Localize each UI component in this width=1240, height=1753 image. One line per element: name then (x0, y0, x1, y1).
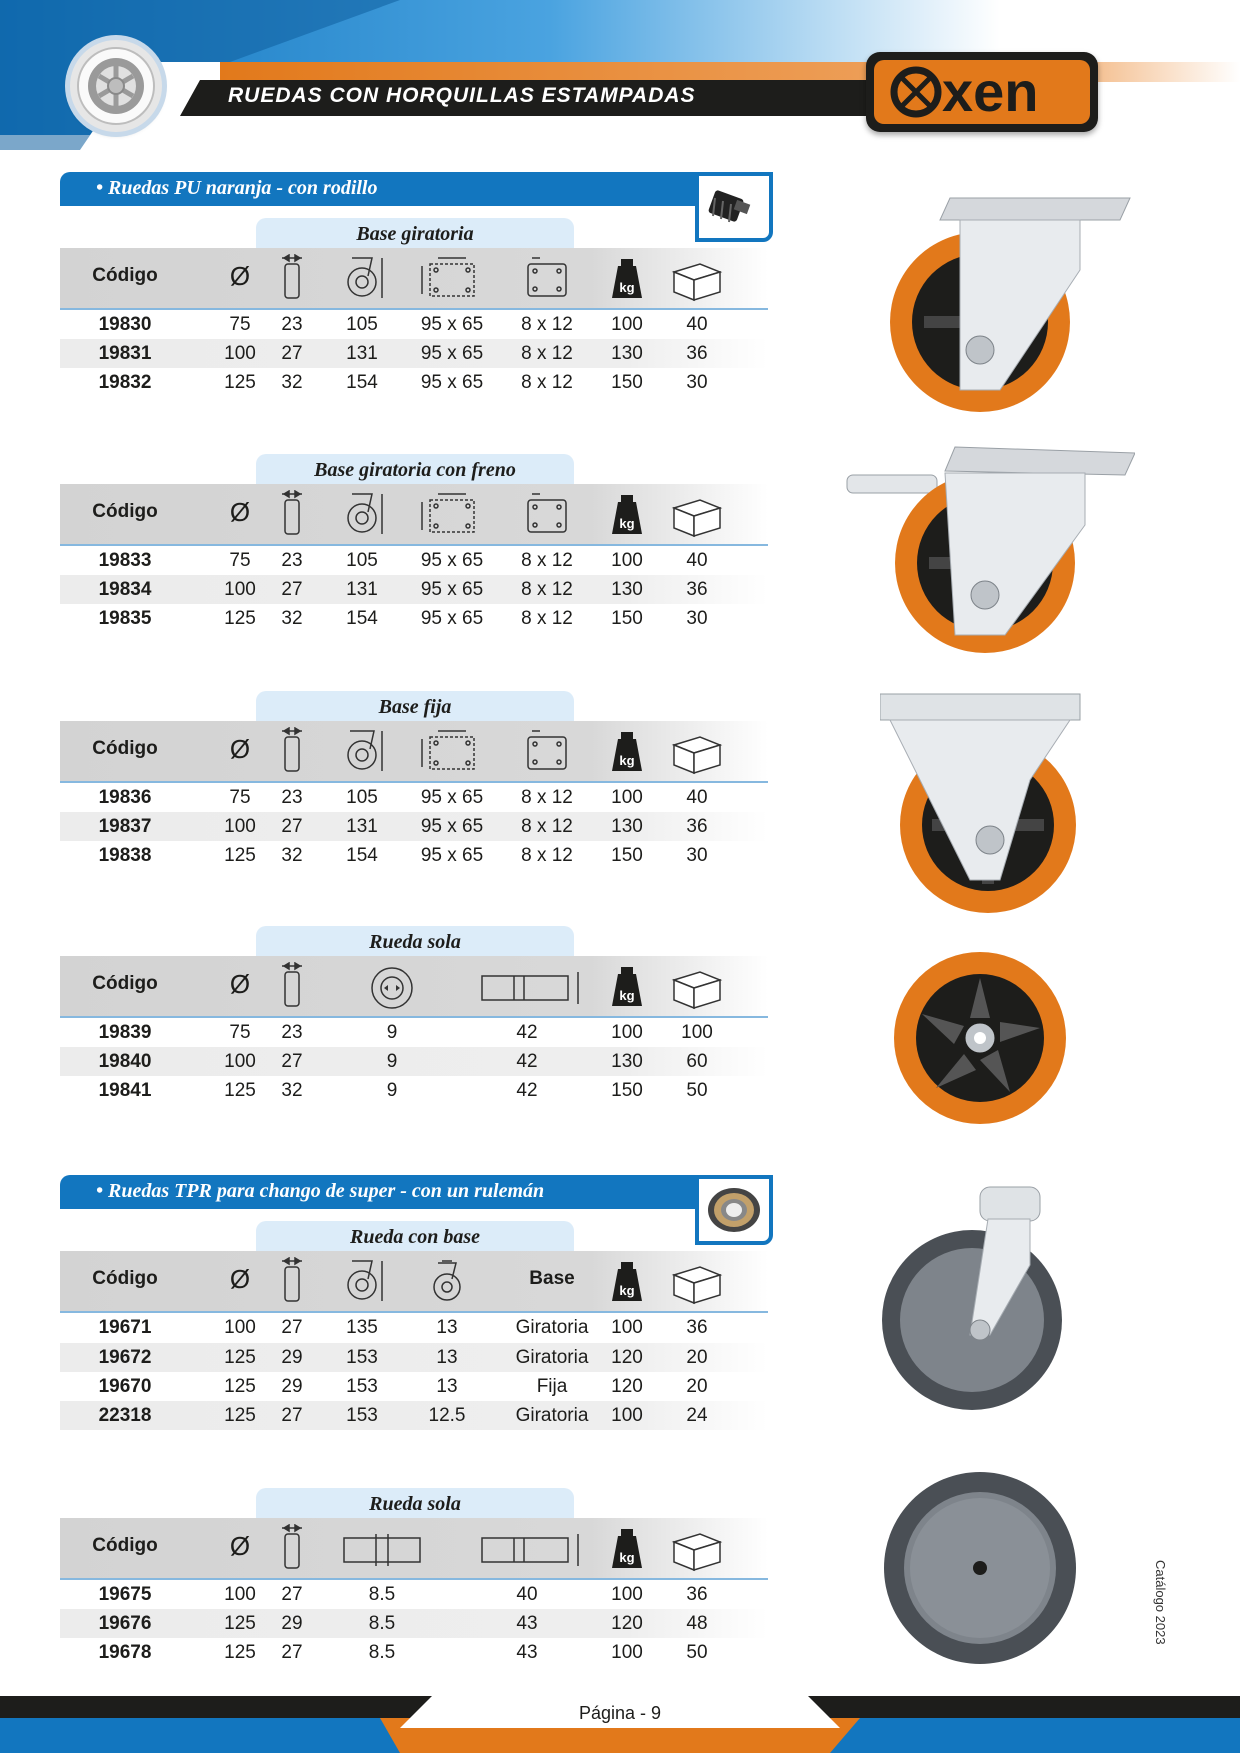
cell-pack: 40 (686, 550, 708, 571)
cell-pack: 30 (686, 845, 708, 866)
cell-load: 100 (611, 314, 643, 335)
table-subtitle: Rueda sola (256, 926, 574, 958)
cell-width: 27 (281, 1642, 303, 1663)
cell-code: 19678 (98, 1642, 152, 1663)
cell-holes: 8 x 12 (521, 845, 573, 866)
cell-load: 130 (611, 1051, 643, 1072)
bolt-hole-icon (402, 1257, 492, 1305)
cell-diameter: 75 (229, 787, 251, 808)
brand-text: xen (942, 60, 1039, 123)
cell-load: 150 (611, 608, 643, 629)
cell-height: 153 (346, 1405, 378, 1426)
page-number: Página - 9 (578, 1703, 662, 1723)
brake-caster-image (845, 445, 1135, 675)
cell-axle: 8.5 (368, 1613, 396, 1634)
cell-bolt: 13 (436, 1317, 458, 1338)
cell-hub: 42 (516, 1022, 538, 1043)
cell-width: 27 (281, 343, 303, 364)
cell-width: 23 (281, 314, 303, 335)
cell-base: Fija (536, 1376, 568, 1397)
cell-diameter: 125 (224, 1080, 256, 1101)
cell-height: 131 (346, 579, 378, 600)
cell-width: 29 (281, 1347, 303, 1368)
table-row (60, 1638, 768, 1667)
cell-load: 100 (611, 787, 643, 808)
cell-plate: 95 x 65 (420, 314, 484, 335)
cell-height: 153 (346, 1347, 378, 1368)
cell-axle: 9 (386, 1022, 398, 1043)
wheel-height-icon (322, 1257, 402, 1305)
weight-kg-icon (592, 964, 662, 1008)
cell-code: 19834 (98, 579, 152, 600)
section-title: • Ruedas TPR para chango de super - con un rulemán (96, 1180, 545, 1202)
cell-diameter: 75 (229, 314, 251, 335)
cell-width: 29 (281, 1613, 303, 1634)
cell-diameter: 125 (224, 845, 256, 866)
cell-load: 100 (611, 1584, 643, 1605)
table-header (60, 956, 768, 1018)
cell-code: 19831 (98, 343, 152, 364)
page-title: RUEDAS CON HORQUILLAS ESTAMPADAS (228, 84, 696, 107)
cell-plate: 95 x 65 (420, 845, 484, 866)
cell-code: 19839 (98, 1022, 152, 1043)
cell-load: 100 (611, 1642, 643, 1663)
table-row (60, 1580, 768, 1609)
table-rueda-con-base (60, 1221, 768, 1431)
gray-wheel-image (880, 1468, 1080, 1668)
package-box-icon (662, 490, 732, 538)
table-row (60, 1609, 768, 1638)
cell-diameter: 100 (224, 579, 256, 600)
axle-hole-icon (322, 962, 462, 1010)
package-box-icon (662, 1257, 732, 1305)
table-subtitle: Base giratoria (256, 218, 574, 250)
column-code: Código (92, 501, 158, 522)
table-row (60, 841, 768, 870)
table-subtitle: Rueda con base (256, 1221, 574, 1253)
cell-pack: 60 (686, 1051, 708, 1072)
table-row (60, 368, 768, 397)
cell-axle: 8.5 (368, 1642, 396, 1663)
hub-length-icon (462, 962, 592, 1010)
table-row (60, 1076, 768, 1105)
hub-length-icon (462, 1524, 592, 1572)
cell-pack: 36 (686, 343, 708, 364)
cell-plate: 95 x 65 (420, 372, 484, 393)
cell-hub: 42 (516, 1051, 538, 1072)
cell-width: 32 (281, 608, 303, 629)
cell-pack: 30 (686, 372, 708, 393)
cell-code: 19836 (98, 787, 152, 808)
cell-code: 19841 (98, 1080, 152, 1101)
cell-height: 105 (346, 550, 378, 571)
cell-width: 29 (281, 1376, 303, 1397)
section-banner (60, 172, 768, 206)
wheel-height-icon (322, 254, 402, 302)
cell-height: 131 (346, 343, 378, 364)
cell-width: 32 (281, 1080, 303, 1101)
plate-dimensions-icon (402, 727, 502, 775)
column-code: Código (92, 973, 158, 994)
package-box-icon (662, 254, 732, 302)
cell-pack: 20 (686, 1347, 708, 1368)
cell-plate: 95 x 65 (420, 579, 484, 600)
cell-height: 105 (346, 787, 378, 808)
plate-dimensions-icon (402, 254, 502, 302)
cell-axle: 9 (386, 1051, 398, 1072)
svg-text:kg: kg (619, 1550, 635, 1565)
svg-text:kg: kg (619, 988, 635, 1003)
table-header (60, 721, 768, 783)
cell-hub: 42 (516, 1080, 538, 1101)
cell-pack: 20 (686, 1376, 708, 1397)
column-diameter: Ø (229, 734, 251, 764)
cell-load: 120 (611, 1347, 643, 1368)
table-row (60, 339, 768, 368)
column-diameter: Ø (229, 1531, 251, 1561)
cell-height: 153 (346, 1376, 378, 1397)
cell-height: 154 (346, 372, 378, 393)
cell-diameter: 75 (229, 550, 251, 571)
cell-diameter: 100 (224, 1584, 256, 1605)
cell-load: 150 (611, 1080, 643, 1101)
cell-plate: 95 x 65 (420, 343, 484, 364)
column-diameter: Ø (229, 261, 251, 291)
plate-holes-icon (502, 727, 592, 775)
cell-width: 27 (281, 816, 303, 837)
cell-plate: 95 x 65 (420, 550, 484, 571)
cell-base: Giratoria (515, 1317, 589, 1338)
wheel-width-icon (262, 1257, 322, 1305)
table-row (60, 575, 768, 604)
table-row (60, 604, 768, 633)
svg-text:kg: kg (619, 516, 635, 531)
cell-hub: 43 (516, 1642, 538, 1663)
cell-load: 130 (611, 816, 643, 837)
table-row (60, 783, 768, 812)
cell-load: 120 (611, 1613, 643, 1634)
cell-diameter: 100 (224, 343, 256, 364)
plate-holes-icon (502, 254, 592, 302)
cell-bolt: 13 (436, 1347, 458, 1368)
cell-code: 19838 (98, 845, 152, 866)
cell-diameter: 125 (224, 372, 256, 393)
table-header (60, 248, 768, 310)
wheel-height-icon (322, 490, 402, 538)
cell-code: 22318 (98, 1405, 152, 1426)
cell-width: 27 (281, 1405, 303, 1426)
cell-load: 100 (611, 1405, 643, 1426)
package-box-icon (662, 962, 732, 1010)
column-code: Código (92, 738, 158, 759)
fixed-caster-image (880, 690, 1090, 920)
column-base: Base (529, 1268, 575, 1289)
wheel-width-icon (262, 727, 322, 775)
table-base-fija (60, 691, 768, 867)
cell-diameter: 125 (224, 1347, 256, 1368)
brand-logo (866, 52, 1098, 132)
cell-code: 19835 (98, 608, 152, 629)
table-header (60, 484, 768, 546)
cell-code: 19833 (98, 550, 152, 571)
cell-load: 150 (611, 372, 643, 393)
weight-kg-icon (592, 1526, 662, 1570)
table-row (60, 1047, 768, 1076)
cell-plate: 95 x 65 (420, 608, 484, 629)
cell-holes: 8 x 12 (521, 816, 573, 837)
table-subtitle: Base giratoria con freno (256, 454, 574, 486)
cell-diameter: 100 (224, 1317, 256, 1338)
table-base-giratoria-freno (60, 454, 768, 630)
cell-pack: 36 (686, 1317, 708, 1338)
wheel-width-icon (262, 490, 322, 538)
table-row (60, 546, 768, 575)
axle-hole-icon (322, 1524, 442, 1572)
cell-diameter: 100 (224, 1051, 256, 1072)
cell-axle: 8.5 (368, 1584, 396, 1605)
column-diameter: Ø (229, 497, 251, 527)
cell-code: 19671 (98, 1317, 152, 1338)
plate-dimensions-icon (402, 490, 502, 538)
cell-code: 19837 (98, 816, 152, 837)
cell-holes: 8 x 12 (521, 608, 573, 629)
gray-caster-image (880, 1185, 1070, 1415)
cell-hub: 40 (516, 1584, 538, 1605)
column-code: Código (92, 1268, 158, 1289)
table-row (60, 1018, 768, 1047)
cell-plate: 95 x 65 (420, 787, 484, 808)
cell-load: 100 (611, 1317, 643, 1338)
weight-kg-icon (592, 492, 662, 536)
cell-height: 154 (346, 608, 378, 629)
cell-width: 27 (281, 1584, 303, 1605)
wheel-width-icon (262, 962, 322, 1010)
section-banner (60, 1175, 768, 1209)
cell-code: 19832 (98, 372, 152, 393)
column-diameter: Ø (229, 969, 251, 999)
cell-height: 131 (346, 816, 378, 837)
cell-plate: 95 x 65 (420, 816, 484, 837)
weight-kg-icon (592, 1259, 662, 1303)
cell-pack: 40 (686, 314, 708, 335)
cell-pack: 40 (686, 787, 708, 808)
weight-kg-text: kg (619, 280, 635, 295)
cell-load: 130 (611, 343, 643, 364)
cell-pack: 48 (686, 1613, 708, 1634)
cell-width: 23 (281, 550, 303, 571)
cell-load: 100 (611, 550, 643, 571)
column-code: Código (92, 265, 158, 286)
package-box-icon (662, 727, 732, 775)
plate-holes-icon (502, 490, 592, 538)
cell-diameter: 125 (224, 1642, 256, 1663)
cell-base: Giratoria (515, 1405, 589, 1426)
cell-pack: 36 (686, 816, 708, 837)
cell-bolt: 13 (436, 1376, 458, 1397)
cell-width: 27 (281, 1317, 303, 1338)
cell-holes: 8 x 12 (521, 787, 573, 808)
swivel-caster-image (880, 190, 1140, 430)
cell-pack: 36 (686, 579, 708, 600)
table-row (60, 812, 768, 841)
cell-pack: 24 (686, 1405, 708, 1426)
wheel-badge-icon (70, 40, 162, 132)
table-rueda-sola-tpr (60, 1488, 768, 1664)
cell-width: 23 (281, 787, 303, 808)
table-header (60, 1518, 768, 1580)
cell-pack: 30 (686, 608, 708, 629)
package-box-icon (662, 1524, 732, 1572)
column-code: Código (92, 1535, 158, 1556)
section-title: • Ruedas PU naranja - con rodillo (96, 177, 378, 199)
table-base-giratoria (60, 218, 768, 394)
cell-diameter: 125 (224, 608, 256, 629)
cell-width: 27 (281, 579, 303, 600)
cell-hub: 43 (516, 1613, 538, 1634)
cell-pack: 36 (686, 1584, 708, 1605)
cell-width: 32 (281, 372, 303, 393)
table-subtitle: Rueda sola (256, 1488, 574, 1520)
cell-height: 154 (346, 845, 378, 866)
cell-holes: 8 x 12 (521, 372, 573, 393)
cell-pack: 50 (686, 1080, 708, 1101)
table-subtitle: Base fija (256, 691, 574, 723)
table-rueda-sola (60, 926, 768, 1102)
wheel-width-icon (262, 1524, 322, 1572)
cell-base: Giratoria (515, 1347, 589, 1368)
cell-bolt: 12.5 (428, 1405, 466, 1426)
svg-text:kg: kg (619, 1283, 635, 1298)
table-row (60, 1313, 768, 1342)
cell-code: 19840 (98, 1051, 152, 1072)
weight-kg-icon (592, 729, 662, 773)
cell-diameter: 125 (224, 1405, 256, 1426)
cell-holes: 8 x 12 (521, 550, 573, 571)
cell-code: 19670 (98, 1376, 152, 1397)
cell-axle: 9 (386, 1080, 398, 1101)
wheel-width-icon (262, 254, 322, 302)
cell-holes: 8 x 12 (521, 343, 573, 364)
table-header (60, 1251, 768, 1313)
cell-diameter: 125 (224, 1613, 256, 1634)
svg-text:kg: kg (619, 753, 635, 768)
cell-diameter: 125 (224, 1376, 256, 1397)
column-diameter: Ø (229, 1264, 251, 1294)
weight-kg-icon (592, 256, 662, 300)
cell-code: 19672 (98, 1347, 152, 1368)
cell-code: 19676 (98, 1613, 152, 1634)
cell-load: 150 (611, 845, 643, 866)
table-row (60, 310, 768, 339)
table-row (60, 1401, 768, 1430)
cell-diameter: 100 (224, 816, 256, 837)
catalog-year: Catálogo 2023 (1153, 1560, 1168, 1645)
cell-pack: 50 (686, 1642, 708, 1663)
cell-height: 135 (346, 1317, 378, 1338)
cell-load: 100 (611, 1022, 643, 1043)
orange-wheel-image (890, 948, 1070, 1128)
wheel-height-icon (322, 727, 402, 775)
cell-holes: 8 x 12 (521, 314, 573, 335)
cell-code: 19675 (98, 1584, 152, 1605)
table-row (60, 1372, 768, 1401)
table-row (60, 1343, 768, 1372)
cell-width: 27 (281, 1051, 303, 1072)
cell-pack: 100 (681, 1022, 713, 1043)
cell-load: 120 (611, 1376, 643, 1397)
cell-width: 32 (281, 845, 303, 866)
cell-load: 130 (611, 579, 643, 600)
cell-holes: 8 x 12 (521, 579, 573, 600)
cell-code: 19830 (98, 314, 152, 335)
cell-width: 23 (281, 1022, 303, 1043)
cell-diameter: 75 (229, 1022, 251, 1043)
cell-height: 105 (346, 314, 378, 335)
